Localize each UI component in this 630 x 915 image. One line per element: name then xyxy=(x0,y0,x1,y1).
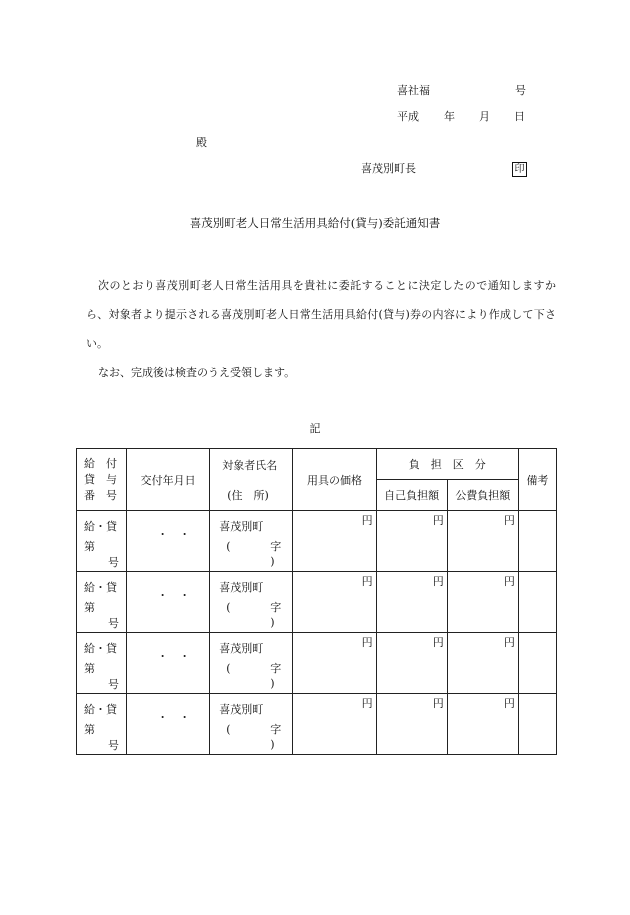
addressee-suffix: 殿 xyxy=(196,136,207,149)
remarks-cell xyxy=(518,633,556,694)
number-cell: 給・貸 第 号 xyxy=(77,694,127,755)
entrustment-table xyxy=(76,448,557,755)
number-cell: 給・貸 第 号 xyxy=(77,511,127,572)
header-person: 対象者氏名 (住 所) xyxy=(210,449,293,511)
self-burden-cell: 円 xyxy=(376,633,447,694)
self-burden-cell: 円 xyxy=(376,572,447,633)
header-self-burden: 自己負担額 xyxy=(376,480,447,511)
month-label: 月 xyxy=(479,110,490,123)
person-cell: 喜茂別町 ( 字 ) xyxy=(210,694,293,755)
header-public-burden: 公費負担額 xyxy=(447,480,518,511)
person-cell: 喜茂別町 ( 字 ) xyxy=(210,572,293,633)
header-remarks: 備考 xyxy=(518,449,556,511)
self-burden-cell: 円 xyxy=(376,511,447,572)
remarks-cell xyxy=(518,572,556,633)
year-label: 年 xyxy=(444,110,455,123)
reference-prefix: 喜社福 xyxy=(397,84,430,97)
reference-suffix: 号 xyxy=(515,84,526,97)
number-cell: 給・貸 第 号 xyxy=(77,572,127,633)
public-burden-cell: 円 xyxy=(447,511,518,572)
remarks-cell xyxy=(518,694,556,755)
header-price: 用具の価格 xyxy=(293,449,376,511)
public-burden-cell: 円 xyxy=(447,633,518,694)
table-row xyxy=(77,511,557,572)
sender-name: 喜茂別町長 xyxy=(361,162,416,175)
record-label: 記 xyxy=(309,422,321,435)
price-cell: 円 xyxy=(293,572,376,633)
remarks-cell xyxy=(518,511,556,572)
self-burden-cell: 円 xyxy=(376,694,447,755)
issue-date-cell: ・ ・ xyxy=(127,511,210,572)
price-cell: 円 xyxy=(293,511,376,572)
issue-date-cell: ・ ・ xyxy=(127,633,210,694)
era-label: 平成 xyxy=(397,110,419,123)
price-cell: 円 xyxy=(293,633,376,694)
day-label: 日 xyxy=(514,110,525,123)
document-title: 喜茂別町老人日常生活用具給付(貸与)委託通知書 xyxy=(189,216,441,230)
table-row xyxy=(77,694,557,755)
seal-mark: 印 xyxy=(512,162,527,177)
table-row xyxy=(77,572,557,633)
public-burden-cell: 円 xyxy=(447,572,518,633)
body-paragraph-2: なお、完成後は検査のうえ受領します。 xyxy=(98,366,296,379)
table-row xyxy=(77,633,557,694)
body-paragraph-1: 次のとおり喜茂別町老人日常生活用具を貴社に委託することに決定したので通知しますから、対象者より提示される喜茂別町老人日常生活用具給付(貸与)券の内容により作成して下さい。 xyxy=(86,279,556,350)
issue-date-cell: ・ ・ xyxy=(127,694,210,755)
header-burden: 負 担 区 分 xyxy=(376,449,518,480)
number-cell: 給・貸 第 号 xyxy=(77,633,127,694)
public-burden-cell: 円 xyxy=(447,694,518,755)
person-cell: 喜茂別町 ( 字 ) xyxy=(210,633,293,694)
price-cell: 円 xyxy=(293,694,376,755)
header-number: 給 付 貸 与 番 号 xyxy=(77,449,127,511)
header-issue-date: 交付年月日 xyxy=(127,449,210,511)
issue-date-cell: ・ ・ xyxy=(127,572,210,633)
person-cell: 喜茂別町 ( 字 ) xyxy=(210,511,293,572)
